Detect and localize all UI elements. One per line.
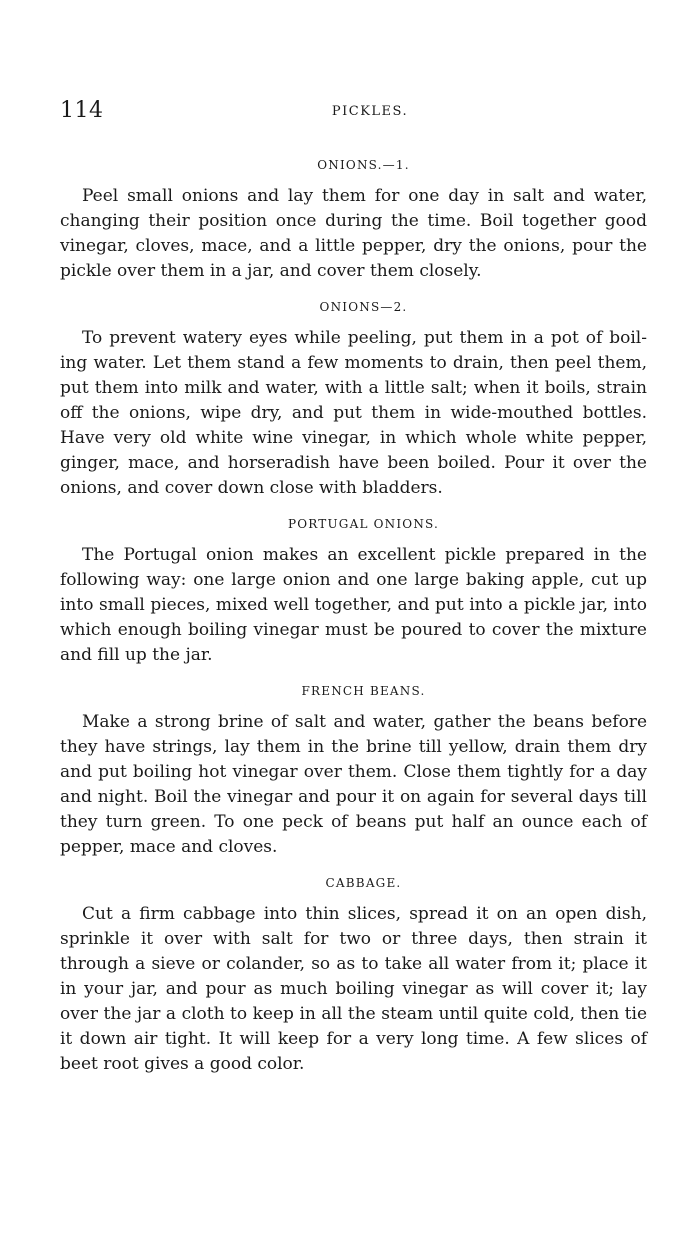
section-heading-onions-2: ONIONS—2. <box>319 300 408 314</box>
body-text <box>60 150 647 1077</box>
running-head <box>60 98 650 128</box>
section-text-onions-2: To prevent watery eyes while peeling, put them in a pot of boiling water. Let them stand a few moments to drain, then peel them, put them into milk and water, with a little salt; when it boils, strain off the onions, wipe dry, and put them in wide-mouthed bottles. Have very old white wine vinegar, in which whole white pepper, ginger, mace, and horseradish have been boiled. Pour it over the onions, and cover down close with bladders. <box>60 328 647 498</box>
section-text-french-beans: Make a strong brine of salt and water, gather the beans before they have strings, lay them in the brine till yellow, drain them dry and put boiling hot vinegar over them. Close them tightly for a day and night. Boil the vinegar and pour it on again for several days till they turn green. To one peck of beans put half an ounce each of pepper, mace and cloves. <box>60 712 647 857</box>
running-title: PICKLES. <box>331 104 409 119</box>
section-heading-portugal-onions: PORTUGAL ONIONS. <box>287 517 440 531</box>
section-text-cabbage: Cut a firm cabbage into thin slices, spread it on an open dish, sprinkle it over with salt for two or three days, then strain it through a sieve or colander, so as to take all water from it; place it in your jar, and pour as much boiling vinegar as will cover it; lay over the jar a cloth to keep in all the steam until quite cold, then tie it down air tight. It will keep for a very long time. A few slices of beet root gives a good color. <box>60 904 647 1074</box>
section-heading-cabbage: CABBAGE. <box>325 876 402 890</box>
section-heading-onions-1: ONIONS.—1. <box>317 158 410 172</box>
section-text-portugal-onions: The Portugal onion makes an excellent pickle prepared in the following way: one large onion and one large baking apple, cut up into small pieces, mixed well together, and put into a pickle jar, into which enough boiling vinegar must be poured to cover the mixture and fill up the jar. <box>60 545 647 665</box>
page-number: 114 <box>60 98 104 123</box>
section-text-onions-1: Peel small onions and lay them for one day in salt and water, changing their position once during the time. Boil together good vinegar, cloves, mace, and a little pepper, dry the onions, pour the pickle over them in a jar, and cover them closely. <box>60 186 647 281</box>
section-heading-french-beans: FRENCH BEANS. <box>301 684 426 698</box>
